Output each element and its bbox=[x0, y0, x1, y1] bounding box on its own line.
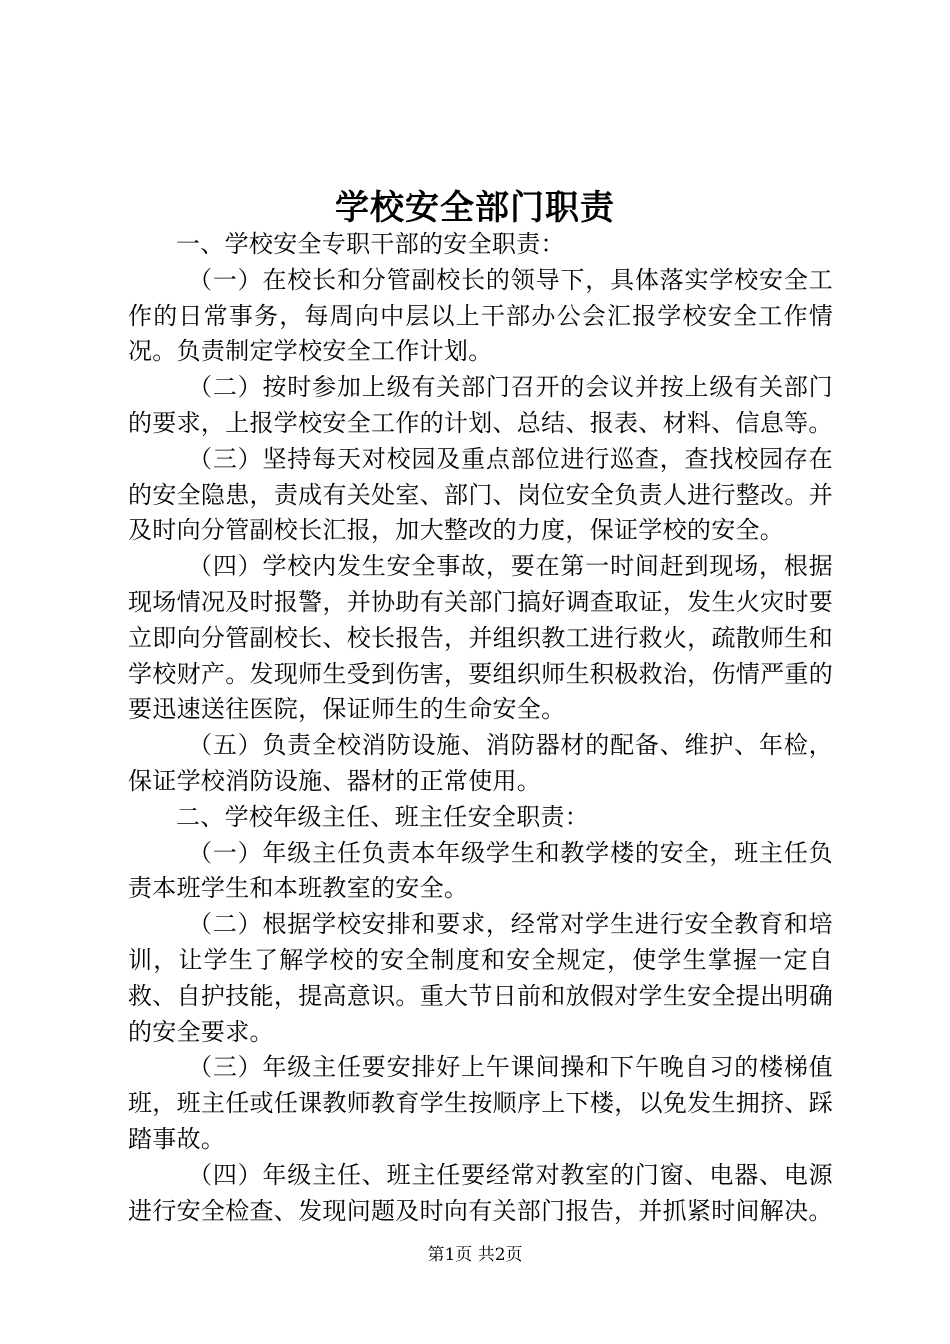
paragraph: （一）在校长和分管副校长的领导下，具体落实学校安全工作的日常事务，每周向中层以上干部办公会汇报学校安全工作情况。负责制定学校安全工作计划。 bbox=[128, 265, 833, 366]
paragraph: （二）按时参加上级有关部门召开的会议并按上级有关部门的要求，上报学校安全工作的计划、总结、报表、材料、信息等。 bbox=[128, 373, 833, 437]
paragraph: （四）学校内发生安全事故，要在第一时间赶到现场，根据现场情况及时报警，并协助有关部门搞好调查取证，发生火灾时要立即向分管副校长、校长报告，并组织教工进行救火，疏散师生和学校财产。发现师生受到伤害，要组织师生积极救治，伤情严重的要迅速送往医院，保证师生的生命安全。 bbox=[128, 552, 833, 724]
paragraph: （一）年级主任负责本年级学生和教学楼的安全，班主任负责本班学生和本班教室的安全。 bbox=[128, 838, 833, 903]
section-heading: 二、学校年级主任、班主任安全职责： bbox=[176, 802, 590, 831]
paragraph: （三）年级主任要安排好上午课间操和下午晚自习的楼梯值班，班主任或任课教师教育学生按顺序上下楼，以免发生拥挤、踩踏事故。 bbox=[128, 1053, 833, 1153]
paragraph: （二）根据学校安排和要求，经常对学生进行安全教育和培训，让学生了解学校的安全制度和安全规定，使学生掌握一定自救、自护技能，提高意识。重大节日前和放假对学生安全提出明确的安全要求。 bbox=[128, 910, 833, 1046]
paragraph: （四）年级主任、班主任要经常对教室的门窗、电器、电源进行安全检查、发现问题及时向有关部门报告，并抓紧时间解决。 bbox=[128, 1160, 833, 1225]
document-title: 学校安全部门职责 bbox=[335, 188, 615, 228]
page-footer: 第1页 共2页 bbox=[427, 1245, 523, 1265]
document-body bbox=[128, 227, 833, 1229]
paragraph: （五）负责全校消防设施、消防器材的配备、维护、年检，保证学校消防设施、器材的正常使用。 bbox=[128, 731, 833, 795]
paragraph: （三）坚持每天对校园及重点部位进行巡查，查找校园存在的安全隐患，责成有关处室、部门、岗位安全负责人进行整改。并及时向分管副校长汇报，加大整改的力度，保证学校的安全。 bbox=[128, 444, 833, 545]
section-heading: 一、学校安全专职干部的安全职责： bbox=[176, 230, 565, 258]
